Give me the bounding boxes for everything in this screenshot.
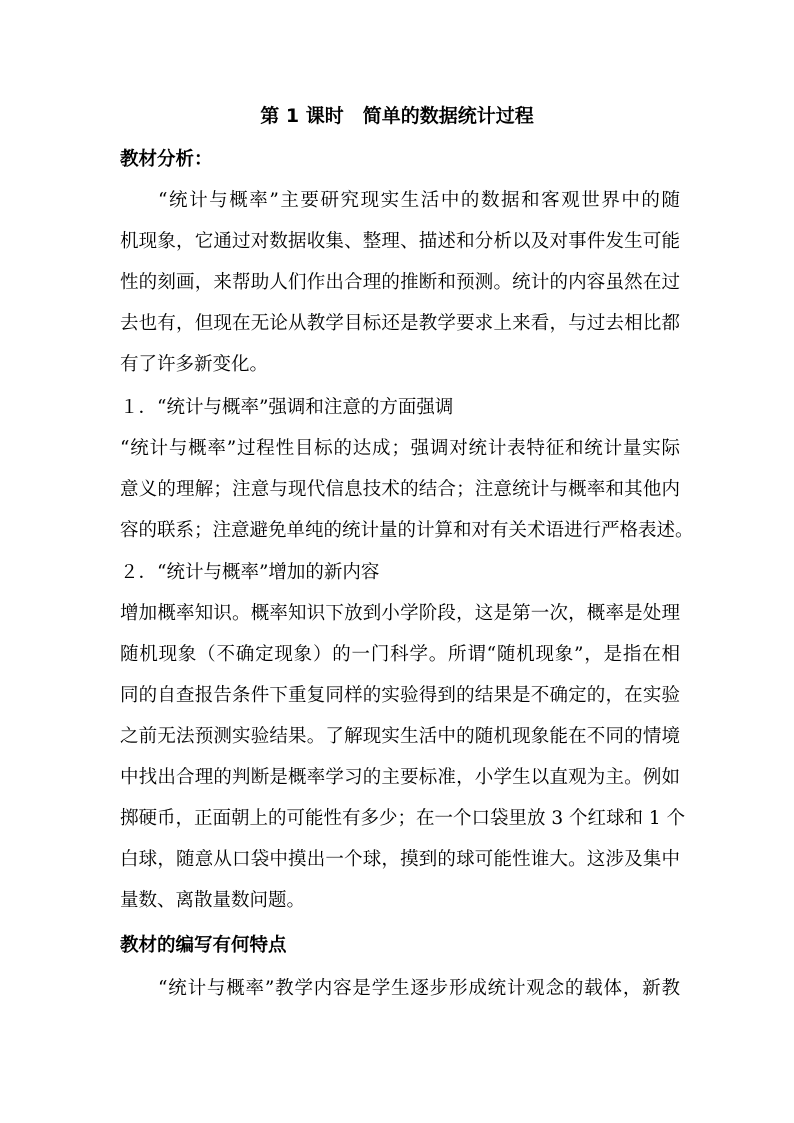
section-heading-textbook-analysis: 教材分析： [120,149,213,170]
list-item-heading: ２．“统计与概率”增加的新内容 [120,562,380,583]
paragraph-line: 去也有，但现在无论从教学目标还是教学要求上来看，与过去相比都 [120,313,680,334]
paragraph-line: 同的自查报告条件下重复同样的实验得到的结果是不确定的，在实验 [120,685,680,706]
paragraph-line: “统计与概率”过程性目标的达成；强调对统计表特征和统计量实际 [120,438,680,459]
page-title: 第 1 课时 简单的数据统计过程 [260,105,534,127]
paragraph-line: 有了许多新变化。 [120,354,269,375]
paragraph-line: 随机现象（不确定现象）的一门科学。所谓“随机现象”，是指在相 [120,644,680,665]
paragraph-line: “统计与概率”教学内容是学生逐步形成统计观念的载体，新教 [158,978,680,999]
section-heading-textbook-features: 教材的编写有何特点 [120,935,287,956]
paragraph-line: 性的刻画，来帮助人们作出合理的推断和预测。统计的内容虽然在过 [120,272,680,293]
paragraph-line: 掷硬币，正面朝上的可能性有多少；在一个口袋里放 3 个红球和 1 个 [120,808,686,829]
paragraph-line: 量数、离散量数问题。 [120,890,306,911]
paragraph-line: 机现象，它通过对数据收集、整理、描述和分析以及对事件发生可能 [120,231,680,252]
list-item-heading: １．“统计与概率”强调和注意的方面强调 [120,397,454,418]
paragraph-line: 增加概率知识。概率知识下放到小学阶段，这是第一次，概率是处理 [120,603,680,624]
paragraph-line: 之前无法预测实验结果。了解现实生活中的随机现象能在不同的情境 [120,726,680,747]
paragraph-line: 意义的理解；注意与现代信息技术的结合；注意统计与概率和其他内 [120,479,680,500]
paragraph-line: 中找出合理的判断是概率学习的主要标准，小学生以直观为主。例如 [120,767,680,788]
paragraph-line: 容的联系；注意避免单纯的统计量的计算和对有关术语进行严格表述。 [120,520,694,541]
paragraph-line: “统计与概率”主要研究现实生活中的数据和客观世界中的随 [158,190,680,211]
paragraph-line: 白球，随意从口袋中摸出一个球，摸到的球可能性谁大。这涉及集中 [120,849,680,870]
